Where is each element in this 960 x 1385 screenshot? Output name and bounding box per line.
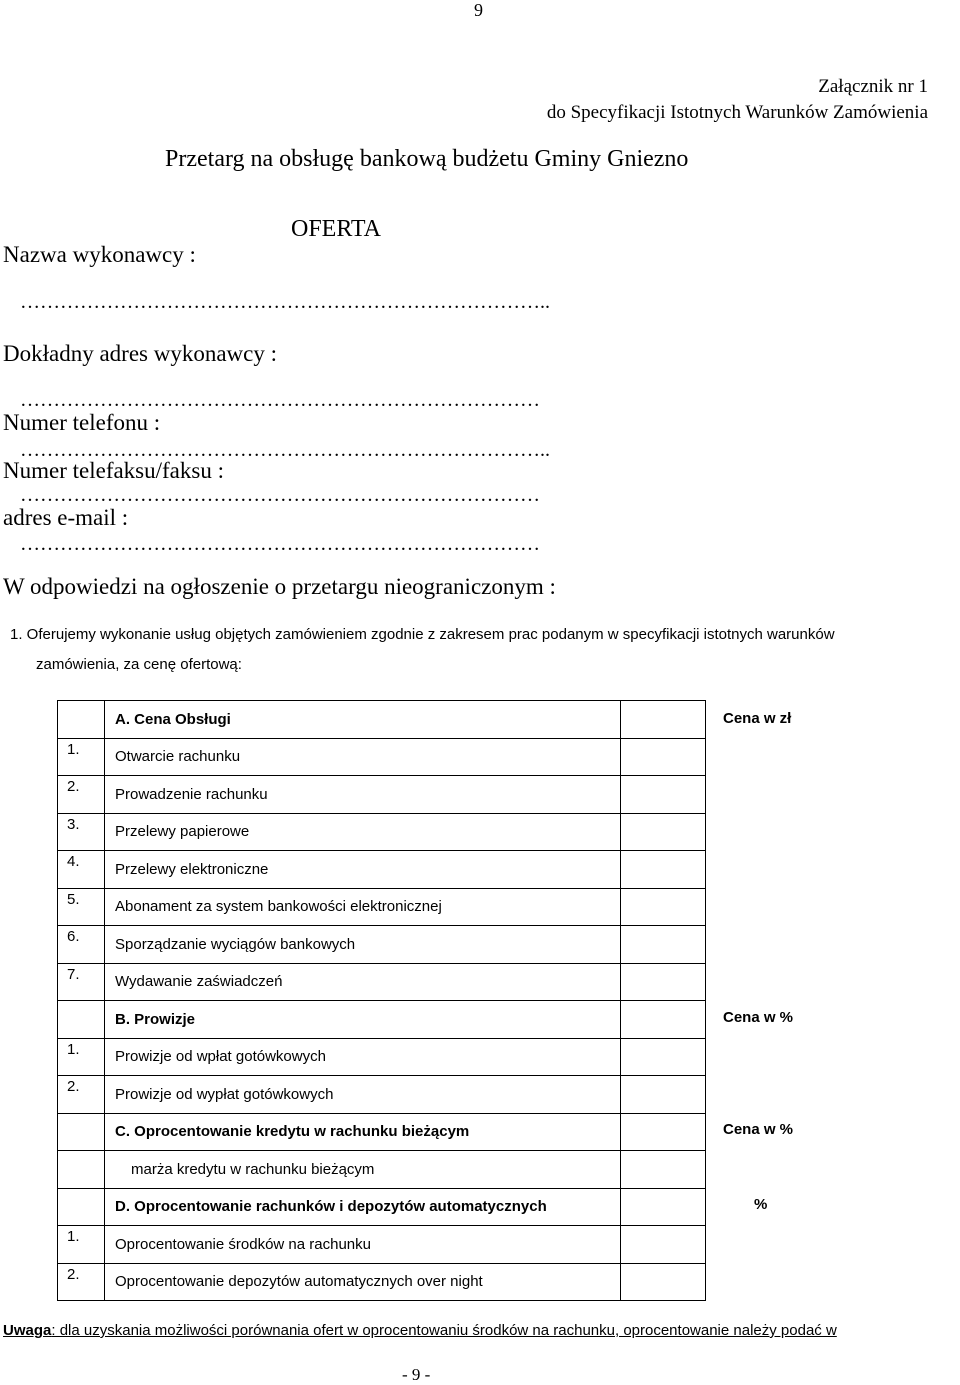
phone-label: Numer telefonu :: [3, 410, 161, 435]
table-row: [58, 851, 706, 889]
annex-line-2: do Specyfikacji Istotnych Warunków Zamówienia: [546, 102, 928, 123]
table-row: [58, 1038, 706, 1076]
table-row: [58, 963, 706, 1001]
section-b-unit: Cena w %: [723, 1009, 794, 1026]
price-cell[interactable]: [621, 738, 706, 776]
table-row: [58, 1151, 706, 1189]
section-b-title: B. Prowizje: [105, 1001, 621, 1039]
table-row: [58, 738, 706, 776]
table-row: [58, 888, 706, 926]
price-cell[interactable]: [621, 776, 706, 814]
row-number: 1.: [58, 1038, 105, 1076]
row-number: 4.: [58, 851, 105, 889]
page-number-top: 9: [474, 0, 483, 20]
section-a-title: A. Cena Obsługi: [105, 701, 621, 739]
offer-table: [57, 700, 706, 1301]
row-number: 7.: [58, 963, 105, 1001]
contractor-name-dots: ……………………………………………………………………..: [20, 291, 550, 313]
response-line: W odpowiedzi na ogłoszenie o przetargu nieograniczonym :: [3, 574, 556, 599]
price-cell[interactable]: [621, 851, 706, 889]
row-number: 2.: [58, 1263, 105, 1301]
section-a-unit: Cena w zł: [723, 710, 792, 727]
section-b-header: [58, 1001, 706, 1039]
row-number: 6.: [58, 926, 105, 964]
section-d-title: D. Oprocentowanie rachunków i depozytów automatycznych: [105, 1188, 621, 1226]
row-label: Prowizje od wypłat gotówkowych: [105, 1076, 621, 1114]
section-c-title: C. Oprocentowanie kredytu w rachunku bieżącym: [105, 1113, 621, 1151]
table-row: [58, 926, 706, 964]
page-number-bottom: - 9 -: [402, 1365, 431, 1384]
address-label: Dokładny adres wykonawcy :: [3, 341, 278, 366]
annex-line-1: Załącznik nr 1: [818, 76, 928, 97]
price-cell[interactable]: [621, 926, 706, 964]
intro-line-2: zamówienia, za cenę ofertową:: [36, 656, 242, 673]
price-cell[interactable]: [621, 1076, 706, 1114]
row-number: 5.: [58, 888, 105, 926]
price-cell[interactable]: [621, 963, 706, 1001]
row-label: Abonament za system bankowości elektronicznej: [105, 888, 621, 926]
tender-title: Przetarg na obsługę bankową budżetu Gminy Gniezno: [165, 146, 689, 172]
section-d-unit: %: [754, 1196, 768, 1213]
intro-line-1: 1. Oferujemy wykonanie usług objętych zamówieniem zgodnie z zakresem prac podanym w specyfikacji istotnych warunków: [10, 626, 835, 643]
section-d-header: [58, 1188, 706, 1226]
note-label: Uwaga: [3, 1322, 52, 1339]
section-a-header: [58, 701, 706, 739]
row-label: Przelewy papierowe: [105, 813, 621, 851]
row-label: Oprocentowanie środków na rachunku: [105, 1226, 621, 1264]
contractor-name-label: Nazwa wykonawcy :: [3, 242, 196, 267]
section-c-unit: Cena w %: [723, 1121, 794, 1138]
row-label: Wydawanie zaświadczeń: [105, 963, 621, 1001]
address-dots: ……………………………………………………………………: [20, 389, 540, 411]
email-dots: ……………………………………………………………………: [20, 533, 540, 555]
price-cell[interactable]: [621, 813, 706, 851]
row-label: Otwarcie rachunku: [105, 738, 621, 776]
row-number: 3.: [58, 813, 105, 851]
row-number: 2.: [58, 776, 105, 814]
price-cell[interactable]: [621, 888, 706, 926]
row-label: marża kredytu w rachunku bieżącym: [105, 1151, 621, 1189]
offer-heading: OFERTA: [291, 216, 381, 242]
price-cell[interactable]: [621, 1263, 706, 1301]
table-row: [58, 813, 706, 851]
table-row: [58, 1076, 706, 1114]
row-label: Sporządzanie wyciągów bankowych: [105, 926, 621, 964]
row-number: 1.: [58, 738, 105, 776]
email-label: adres e-mail :: [3, 505, 129, 530]
fax-dots: ……………………………………………………………………: [20, 484, 540, 506]
row-label: Prowizje od wpłat gotówkowych: [105, 1038, 621, 1076]
price-cell[interactable]: [621, 1151, 706, 1189]
phone-dots: ……………………………………………………………………..: [20, 439, 550, 461]
price-cell[interactable]: [621, 1038, 706, 1076]
table-row: [58, 776, 706, 814]
row-label: Oprocentowanie depozytów automatycznych over night: [105, 1263, 621, 1301]
table-row: [58, 1263, 706, 1301]
row-number: 1.: [58, 1226, 105, 1264]
fax-label: Numer telefaksu/faksu :: [3, 458, 224, 483]
section-c-header: [58, 1113, 706, 1151]
price-cell[interactable]: [621, 1226, 706, 1264]
note-text: : dla uzyskania możliwości porównania ofert w oprocentowaniu środków na rachunku, oprocentowanie należy podać w: [51, 1322, 837, 1339]
row-label: Przelewy elektroniczne: [105, 851, 621, 889]
row-number: 2.: [58, 1076, 105, 1114]
table-row: [58, 1226, 706, 1264]
row-label: Prowadzenie rachunku: [105, 776, 621, 814]
note: [3, 1322, 837, 1339]
